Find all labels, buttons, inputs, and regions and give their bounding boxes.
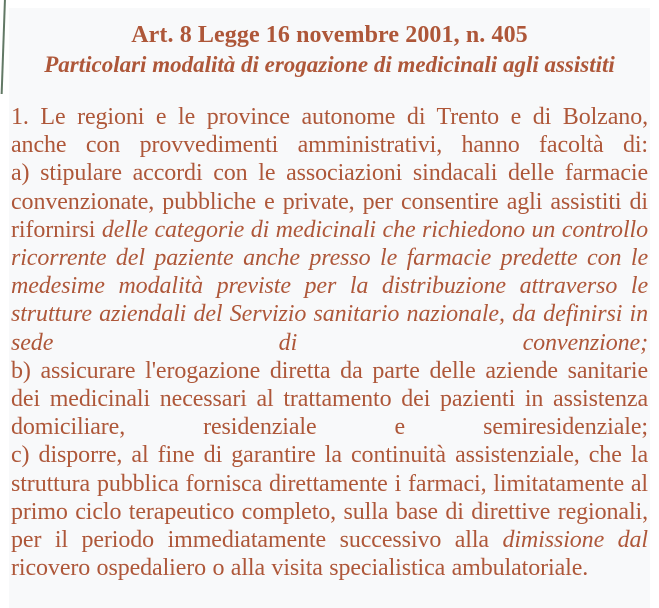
- paragraph-letter-c: [11, 441, 648, 582]
- document-subtitle: Particolari modalità di erogazione di medicinali agli assistiti: [44, 52, 615, 77]
- paragraph-letter-a: [11, 159, 648, 356]
- legal-document: [11, 8, 648, 582]
- document-title: Art. 8 Legge 16 novembre 2001, n. 405: [131, 22, 528, 48]
- text-run-normal: 1. Le regioni e le province autonome di Trento e di Bolzano, anche con provvedimenti amministrativi, hanno facoltà di:: [11, 104, 648, 159]
- text-run-italic: delle categorie di medicinali che richiedono un controllo ricorrente del paziente anche presso le farmacie predette con le medesime modalità previste per la distribuzione attraverso le strutture aziendali del Servizio sanitario nazionale, da definirsi in sede di convenzione;: [11, 216, 648, 356]
- text-run-normal: b) assicurare l'erogazione diretta da parte delle aziende sanitarie dei medicinali necessari al trattamento dei pazienti in assistenza domiciliare, residenziale e semiresidenziale;: [11, 357, 648, 441]
- body-text: [11, 103, 648, 582]
- page-margin-top: [0, 0, 659, 8]
- paragraph-intro: [11, 103, 648, 159]
- text-run-normal: a) stipulare accordi con le associazioni sindacali delle farmacie convenzionate, pubbliche e private, per consentire agli assistiti di rifornirsi: [11, 160, 648, 243]
- text-run-italic: dimissione dal: [502, 527, 648, 554]
- page-margin-right: [650, 0, 659, 608]
- paragraph-letter-b: [11, 357, 648, 442]
- text-run-normal: c) disporre, al fine di garantire la continuità assistenziale, che la struttura pubblica fornisca direttamente i farmaci, limitatamente al primo ciclo terapeutico completo, sulla base di direttive regionali, per il periodo immediatamente successivo alla: [11, 442, 648, 554]
- text-run-normal: ricovero ospedaliero o alla visita specialistica ambulatoriale.: [11, 555, 589, 582]
